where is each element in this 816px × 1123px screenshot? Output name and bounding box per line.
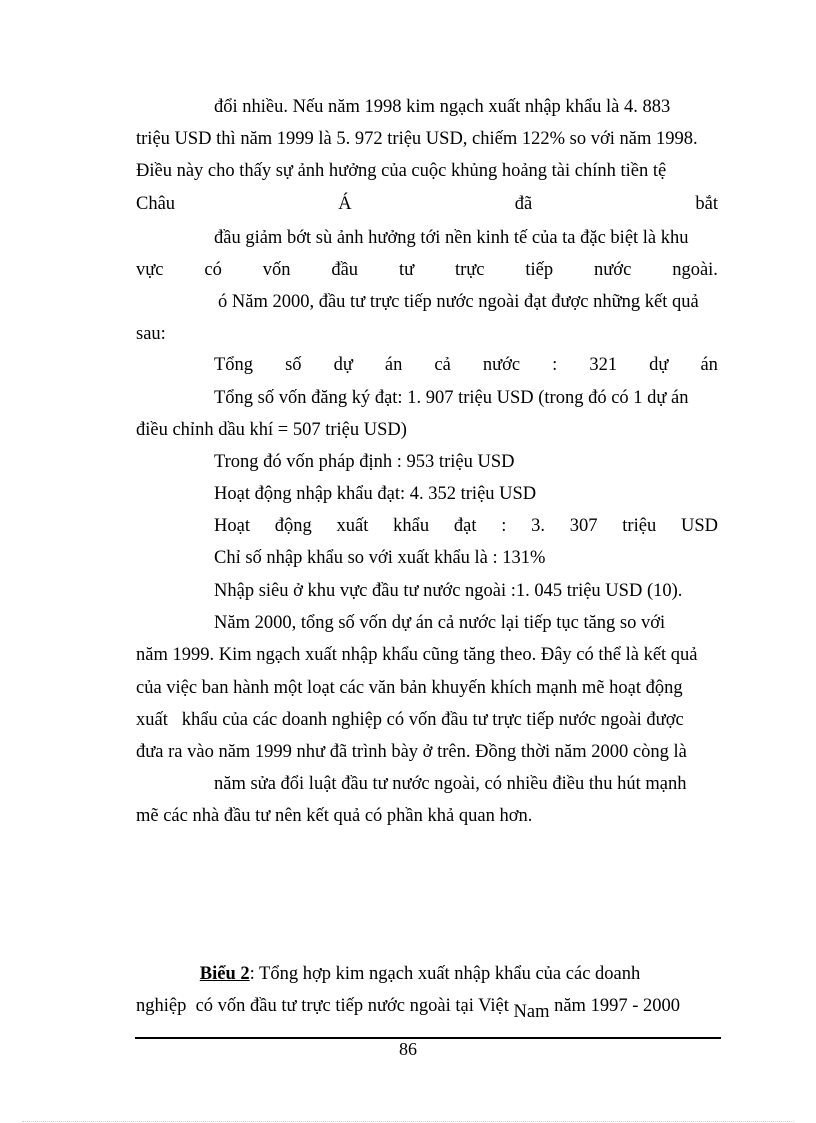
stat-line: Tổng số vốn đăng ký đạt: 1. 907 triệu USD (trong đó có 1 dự án [214, 388, 689, 408]
word: : [552, 355, 558, 375]
page-number: 86 [399, 1039, 417, 1059]
word: số [285, 355, 302, 375]
word: ngoài. [672, 260, 718, 280]
word: triệu [622, 516, 657, 536]
word: nước [594, 260, 632, 280]
stat-line: Trong đó vốn pháp định : 953 triệu USD [214, 452, 515, 472]
word: cả [434, 355, 451, 375]
text-line: năm 1999. Kim ngạch xuất nhập khẩu cũng tăng theo. Đây có thể là kết quả [136, 645, 698, 665]
caption-text: Nam [513, 1002, 550, 1022]
stat-line: điều chỉnh dầu khí = 507 triệu USD) [136, 420, 407, 440]
word: tư [398, 260, 415, 280]
word: Tổng [214, 355, 254, 375]
text-line: Điều này cho thấy sự ảnh hưởng của cuộc khủng hoảng tài chính tiền tệ [136, 161, 667, 181]
text-line [136, 193, 718, 215]
text-line: xuất khẩu của các doanh nghiệp có vốn đầu tư trực tiếp nước ngoài được [136, 710, 684, 730]
stat-line [214, 354, 718, 376]
word: đầu [331, 260, 359, 280]
word: đã [514, 194, 533, 214]
word: 321 [589, 355, 618, 375]
word: động [274, 516, 312, 536]
word: có [204, 260, 222, 280]
text-line: mẽ các nhà đầu tư nên kết quả có phần khả quan hơn. [136, 806, 533, 826]
word: 307 [569, 516, 598, 536]
text-line: của việc ban hành một loạt các văn bản khuyến khích mạnh mẽ hoạt động [136, 678, 683, 698]
stat-line: Nhập siêu ở khu vực đầu tư nước ngoài :1. 045 triệu USD (10). [214, 581, 683, 601]
word: dự [649, 355, 669, 375]
word: vốn [262, 260, 291, 280]
page-boundary [22, 1121, 794, 1122]
text-line: năm sửa đổi luật đầu tư nước ngoài, có nhiều điều thu hút mạnh [214, 774, 687, 794]
word: đạt [453, 516, 477, 536]
word: bắt [695, 194, 718, 214]
stat-line [214, 515, 718, 537]
word: vực [136, 260, 164, 280]
word: nước [482, 355, 521, 375]
word: xuất [336, 516, 369, 536]
stat-line: Chỉ số nhập khẩu so với xuất khẩu là : 131% [214, 548, 546, 568]
chart-caption-line2 [0, 996, 816, 1022]
word: án [384, 355, 403, 375]
caption-text: : Tổng hợp kim ngạch xuất nhập khẩu của các doanh [249, 964, 641, 984]
caption-text: nghiệp có vốn đầu tư trực tiếp nước ngoài tại Việt [136, 996, 514, 1016]
word: án [700, 355, 718, 375]
text-line: đổi nhiều. Nếu năm 1998 kim ngạch xuất nhập khẩu là 4. 883 [214, 97, 671, 117]
text-line: sau: [136, 324, 166, 344]
text-line: đầu giảm bớt sù ảnh hưởng tới nền kinh tế của ta đặc biệt là khu [214, 228, 689, 248]
chart-caption [12, 964, 816, 985]
word: USD [680, 516, 718, 536]
word: Hoạt [214, 516, 250, 536]
word: Á [338, 194, 352, 214]
stat-line: Hoạt động nhập khẩu đạt: 4. 352 triệu USD [214, 484, 537, 504]
text-line [136, 259, 718, 281]
word: : [501, 516, 507, 536]
word: khẩu [393, 516, 430, 536]
caption-text: năm 1997 - 2000 [549, 996, 680, 1016]
text-line: đưa ra vào năm 1999 như đã trình bày ở trên. Đồng thời năm 2000 còng là [136, 742, 687, 762]
word: dự [333, 355, 353, 375]
word: Châu [136, 194, 176, 214]
word: tiếp [525, 260, 554, 280]
word: trực [454, 260, 485, 280]
word: 3. [531, 516, 546, 536]
text-line: ó Năm 2000, đầu tư trực tiếp nước ngoài đạt được những kết quả [218, 292, 699, 312]
text-line: Năm 2000, tổng số vốn dự án cả nước lại tiếp tục tăng so với [214, 613, 666, 633]
text-line: triệu USD thì năm 1999 là 5. 972 triệu USD, chiếm 122% so với năm 1998. [136, 129, 698, 149]
caption-label: Biểu 2 [199, 964, 250, 984]
